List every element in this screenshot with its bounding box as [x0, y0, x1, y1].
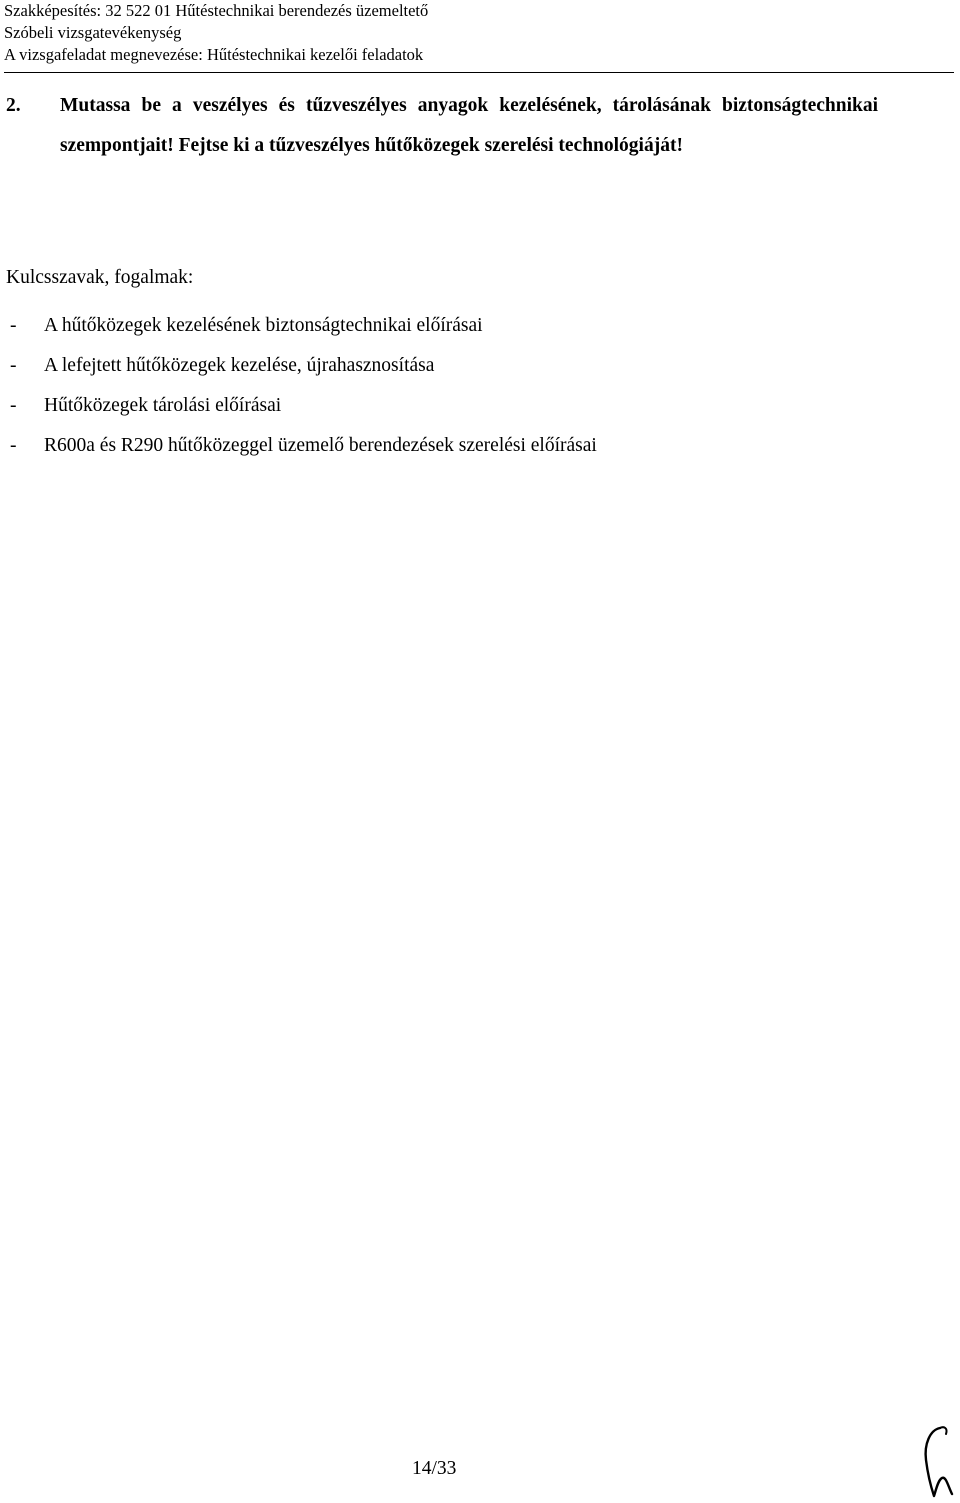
keyword-text: A hűtőközegek kezelésének biztonságtechnikai előírásai	[44, 315, 483, 336]
signature-mark	[918, 1420, 960, 1500]
task-text: Mutassa be a veszélyes és tűzveszélyes anyagok kezelésének, tárolásának biztonságtechnikai szempontjait! Fejtse ki a tűzveszélyes hűtőközegek szerelési technológiáját!	[60, 95, 878, 156]
bullet-dash: -	[10, 355, 17, 376]
page-number: 14/33	[412, 1458, 457, 1479]
header-qualification: Szakképesítés: 32 522 01 Hűtéstechnikai berendezés üzemeltető	[4, 1, 429, 20]
keywords-list	[6, 306, 936, 466]
bullet-dash: -	[10, 395, 17, 416]
keyword-text: R600a és R290 hűtőközeggel üzemelő berendezések szerelési előírásai	[44, 435, 597, 456]
list-item	[6, 346, 936, 386]
keywords-section	[6, 260, 936, 466]
task-section	[6, 86, 878, 166]
list-item	[6, 386, 936, 426]
keyword-text: Hűtőközegek tárolási előírásai	[44, 395, 282, 416]
list-item	[6, 426, 936, 466]
list-item	[6, 306, 936, 346]
header-exam-activity: Szóbeli vizsgatevékenység	[4, 23, 182, 42]
keywords-title: Kulcsszavak, fogalmak:	[6, 267, 194, 288]
task-number: 2.	[6, 95, 21, 116]
bullet-dash: -	[10, 315, 17, 336]
header-task-name: A vizsgafeladat megnevezése: Hűtéstechnikai kezelői feladatok	[4, 45, 424, 64]
keyword-text: A lefejtett hűtőközegek kezelése, újrahasznosítása	[44, 355, 435, 376]
document-header	[4, 0, 954, 73]
bullet-dash: -	[10, 435, 17, 456]
